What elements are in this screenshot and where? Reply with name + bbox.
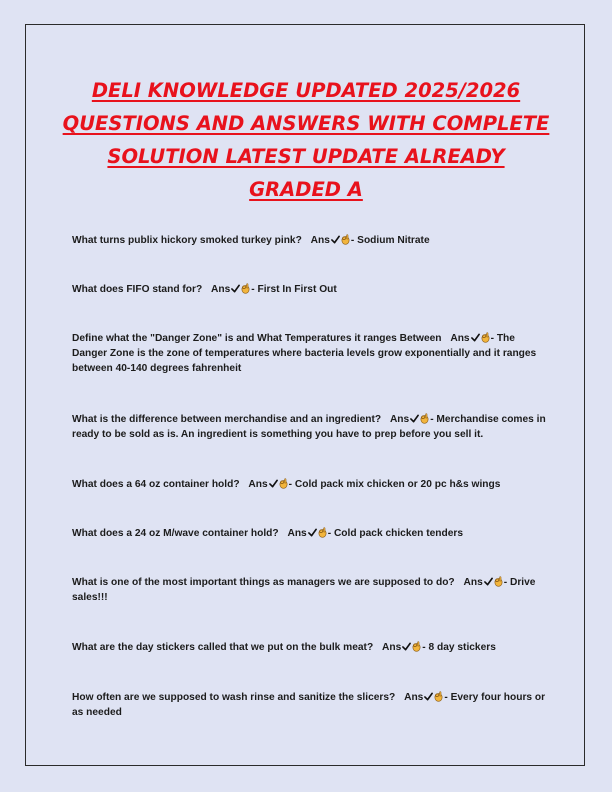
answer-text: First In First Out xyxy=(257,284,337,295)
ok-hand-icon xyxy=(481,332,490,343)
answer-label: Ans xyxy=(450,333,470,344)
question-text: How often are we supposed to wash rinse and sanitize the slicers? xyxy=(72,692,396,703)
qa-item xyxy=(72,233,550,248)
document-title: DELI KNOWLEDGE UPDATED 2025/2026 QUESTIONS AND ANSWERS WITH COMPLETE SOLUTION LATEST UPDATE ALREADY GRADED A xyxy=(62,79,550,201)
answer-separator: - xyxy=(422,642,429,653)
ok-hand-icon xyxy=(241,283,250,294)
answer-label: Ans xyxy=(310,235,330,246)
answer-separator: - xyxy=(327,528,334,539)
question-text: What does a 24 oz M/wave container hold? xyxy=(72,528,279,539)
answer-label: Ans xyxy=(382,642,402,653)
ok-hand-icon xyxy=(412,641,421,652)
check-mark-icon xyxy=(231,284,240,293)
ok-hand-icon xyxy=(318,527,327,538)
answer-text: Every four hours or as needed xyxy=(72,692,546,718)
question-text: What turns publix hickory smoked turkey pink? xyxy=(72,235,302,246)
answer-separator: - xyxy=(444,692,451,703)
answer-text: Cold pack mix chicken or 20 pc h&s wings xyxy=(294,479,501,490)
check-mark-icon xyxy=(471,333,480,342)
answer-separator: - xyxy=(350,235,358,246)
answer-label: Ans xyxy=(404,692,424,703)
qa-item xyxy=(72,575,550,605)
answer-text: 8 day stickers xyxy=(428,642,496,653)
qa-item xyxy=(72,640,550,655)
qa-item xyxy=(72,526,550,541)
qa-item xyxy=(72,477,550,492)
check-mark-icon xyxy=(269,479,278,488)
qa-item xyxy=(72,690,550,720)
answer-separator: - xyxy=(251,284,258,295)
ok-hand-icon xyxy=(434,691,443,702)
answer-separator: - xyxy=(430,414,437,425)
answer-label: Ans xyxy=(463,577,483,588)
answer-separator: - xyxy=(490,333,497,344)
check-mark-icon xyxy=(308,528,317,537)
answer-text: Merchandise comes in ready to be sold as is. An ingredient is something you have to prep before you sell it. xyxy=(72,414,546,440)
check-mark-icon xyxy=(331,235,340,244)
question-text: What does FIFO stand for? xyxy=(72,284,203,295)
question-text: What is one of the most important things as managers we are supposed to do? xyxy=(72,577,455,588)
qa-item xyxy=(72,412,550,442)
check-mark-icon xyxy=(402,642,411,651)
answer-text: Cold pack chicken tenders xyxy=(333,528,464,539)
ok-hand-icon xyxy=(279,478,288,489)
question-text: What are the day stickers called that we put on the bulk meat? xyxy=(72,642,374,653)
answer-separator: - xyxy=(503,577,510,588)
ok-hand-icon xyxy=(341,234,350,245)
answer-text: The Danger Zone is the zone of temperatures where bacteria levels grow exponentially and it ranges between 40-140 degrees fahrenheit xyxy=(72,333,537,374)
check-mark-icon xyxy=(484,577,493,586)
answer-text: Drive sales!!! xyxy=(72,577,536,603)
answer-text: Sodium Nitrate xyxy=(357,235,430,246)
answer-label: Ans xyxy=(211,284,231,295)
answer-label: Ans xyxy=(389,414,410,425)
answer-label: Ans xyxy=(248,479,268,490)
answer-separator: - xyxy=(288,479,295,490)
check-mark-icon xyxy=(424,692,433,701)
question-text: What does a 64 oz container hold? xyxy=(72,479,240,490)
check-mark-icon xyxy=(410,414,419,423)
answer-label: Ans xyxy=(287,528,307,539)
qa-item xyxy=(72,331,550,376)
ok-hand-icon xyxy=(494,576,503,587)
ok-hand-icon xyxy=(420,413,429,424)
qa-item xyxy=(72,282,550,297)
question-text: What is the difference between merchandise and an ingredient? xyxy=(72,414,382,425)
question-text: Define what the "Danger Zone" is and What Temperatures it ranges Between xyxy=(72,333,442,344)
